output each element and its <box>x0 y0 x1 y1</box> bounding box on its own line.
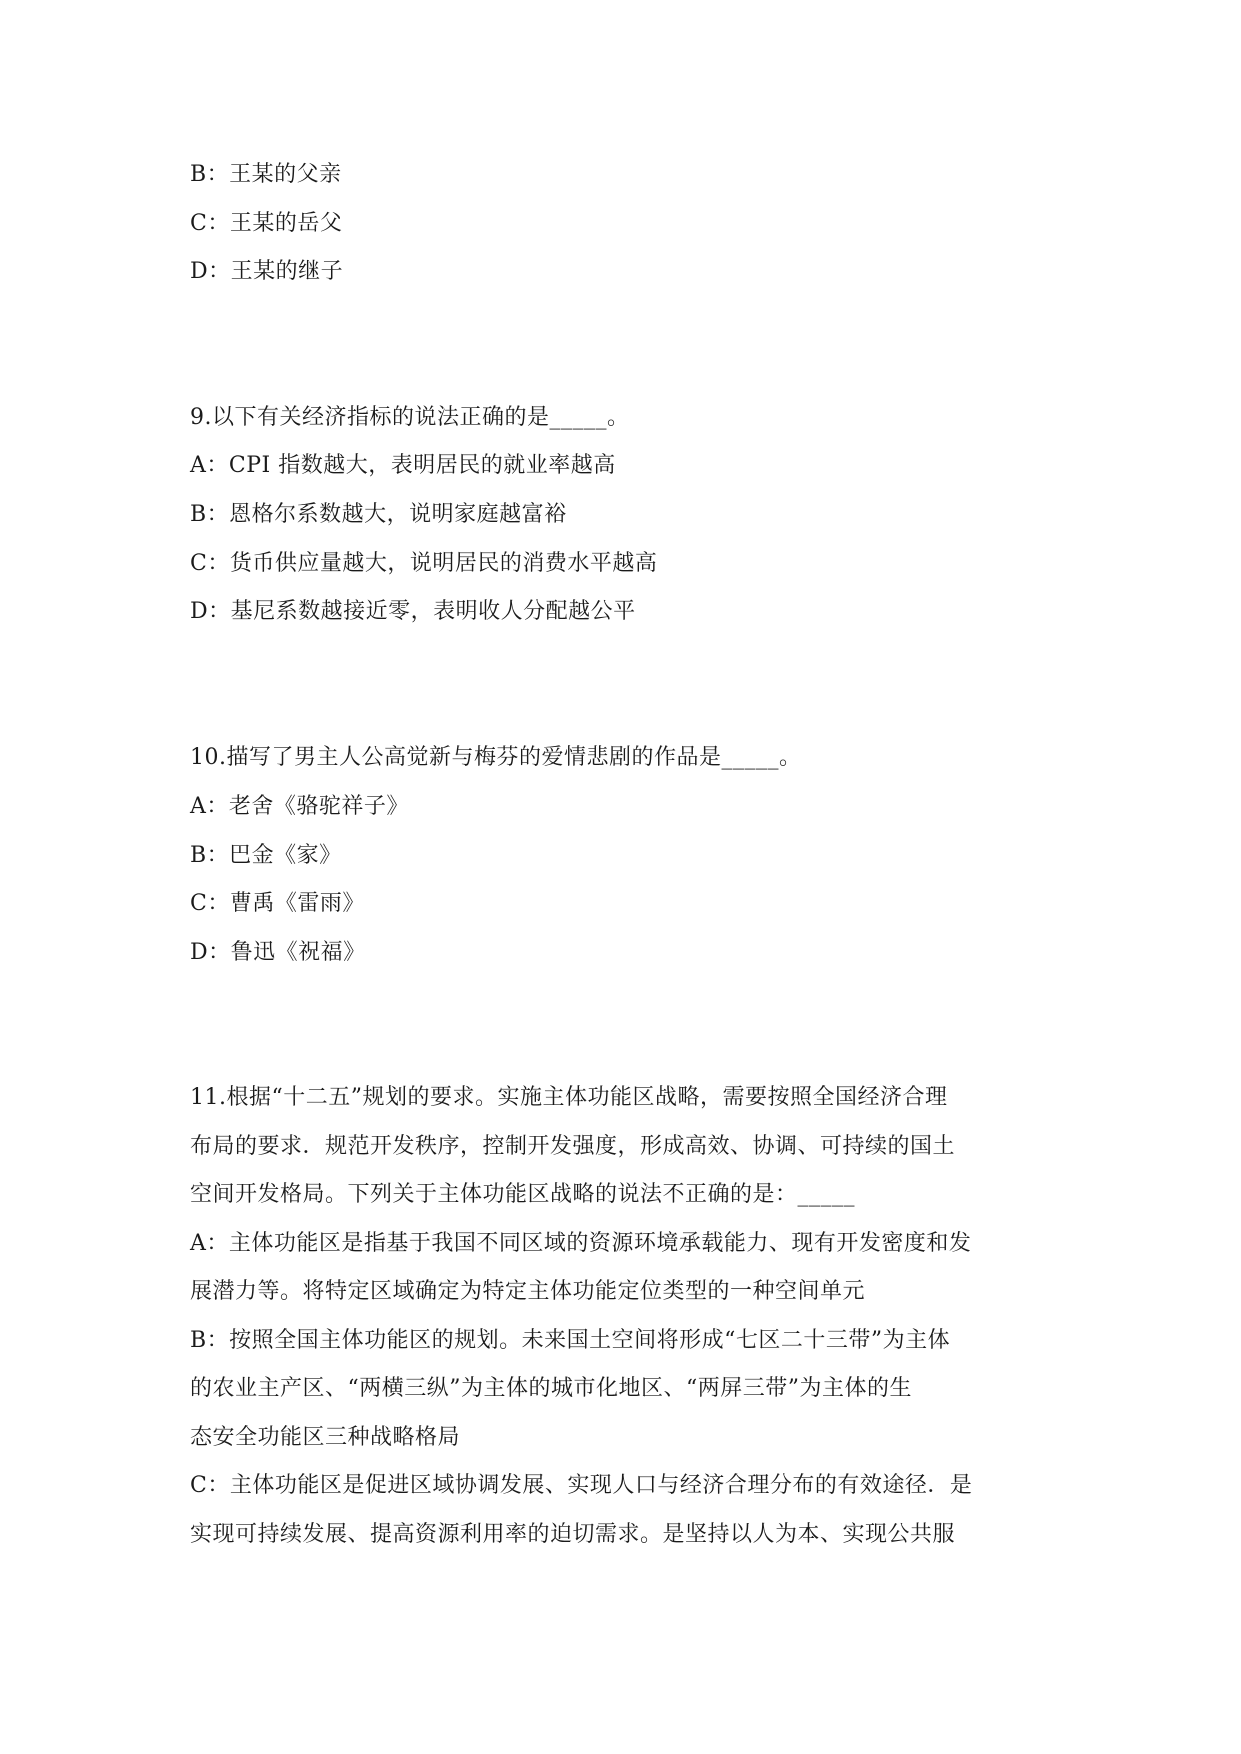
q11-option-c-line-2: 实现可持续发展、提高资源利用率的迫切需求。是坚持以人为本、实现公共服 <box>190 1522 956 1547</box>
prev-option-c: C：王某的岳父 <box>190 211 343 236</box>
q10-option-a: A：老舍《骆驼祥子》 <box>190 794 409 819</box>
q9-option-a: A：CPI 指数越大，表明居民的就业率越高 <box>190 453 616 478</box>
q10-stem: 10.描写了男主人公高觉新与梅芬的爱情悲剧的作品是_____。 <box>190 745 802 770</box>
prev-option-d: D：王某的继子 <box>190 259 344 284</box>
prev-option-b: B：王某的父亲 <box>190 162 342 187</box>
q11-stem-line-2: 布局的要求．规范开发秩序，控制开发强度，形成高效、协调、可持续的国土 <box>190 1134 956 1159</box>
q11-option-c-line-1: C：主体功能区是促进区域协调发展、实现人口与经济合理分布的有效途径．是 <box>190 1473 973 1498</box>
q10-option-c: C：曹禹《雷雨》 <box>190 891 365 916</box>
q9-stem: 9.以下有关经济指标的说法正确的是_____。 <box>190 405 630 430</box>
q11-option-b-line-3: 态安全功能区三种战略格局 <box>190 1425 461 1450</box>
q9-option-d: D：基尼系数越接近零，表明收人分配越公平 <box>190 599 636 624</box>
q11-stem-line-3: 空间开发格局。下列关于主体功能区战略的说法不正确的是：_____ <box>190 1182 856 1207</box>
q9-option-c: C：货币供应量越大，说明居民的消费水平越高 <box>190 551 658 576</box>
q11-option-b-line-1: B：按照全国主体功能区的规划。未来国土空间将形成“七区二十三带”为主体 <box>190 1328 951 1353</box>
q11-stem-line-1: 11.根据“十二五”规划的要求。实施主体功能区战略，需要按照全国经济合理 <box>190 1085 948 1110</box>
q11-option-a-line-2: 展潜力等。将特定区域确定为特定主体功能定位类型的一种空间单元 <box>190 1279 866 1304</box>
q11-option-b-line-2: 的农业主产区、“两横三纵”为主体的城市化地区、“两屏三带”为主体的生 <box>190 1376 912 1401</box>
q11-option-a-line-1: A：主体功能区是指基于我国不同区域的资源环境承载能力、现有开发密度和发 <box>190 1231 972 1256</box>
q9-option-b: B：恩格尔系数越大，说明家庭越富裕 <box>190 502 567 527</box>
q10-option-b: B：巴金《家》 <box>190 843 342 868</box>
q10-option-d: D：鲁迅《祝福》 <box>190 940 366 965</box>
